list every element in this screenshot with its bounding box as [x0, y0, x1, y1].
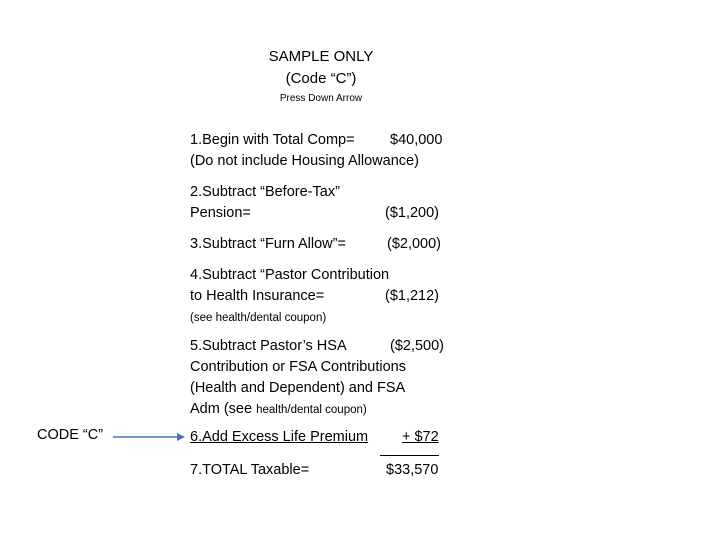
step-1 — [190, 130, 443, 172]
arrow-right-icon — [113, 431, 185, 443]
title-line-1: SAMPLE ONLY — [268, 48, 374, 65]
step-4 — [190, 265, 440, 329]
step-5-label-3: (Health and Dependent) and FSA — [190, 380, 406, 396]
step-4-label-2: to Health Insurance= — [190, 288, 325, 304]
step-5-label: 5.Subtract Pastor’s HSA — [190, 338, 347, 354]
step-1-note: (Do not include Housing Allowance) — [190, 153, 419, 169]
step-1-label: 1.Begin with Total Comp= — [190, 132, 355, 148]
step-5 — [190, 336, 445, 421]
step-7 — [190, 460, 439, 481]
code-c-label: CODE “C” — [37, 427, 104, 443]
step-3-value: ($2,000) — [387, 236, 442, 252]
step-7-value: $33,570 — [386, 462, 439, 478]
total-underline — [380, 455, 439, 456]
step-2-label-2: Pension= — [190, 205, 251, 221]
step-6 — [190, 427, 439, 448]
step-4-value: ($1,212) — [385, 288, 440, 304]
press-down-arrow-hint: Press Down Arrow — [279, 93, 363, 104]
step-5-label-4: Adm (see — [190, 401, 257, 417]
step-3 — [190, 234, 442, 255]
step-2-value: ($1,200) — [385, 205, 440, 221]
title-line-2: (Code “C”) — [285, 70, 357, 87]
step-6-value: + $72 — [402, 429, 439, 445]
step-6-label: 6.Add Excess Life Premium — [190, 429, 369, 445]
step-2 — [190, 182, 440, 224]
step-5-value: ($2,500) — [390, 338, 445, 354]
step-7-label: 7.TOTAL Taxable= — [190, 462, 310, 478]
step-4-note: (see health/dental coupon) — [190, 312, 327, 324]
step-5-label-2: Contribution or FSA Contributions — [190, 359, 406, 375]
step-3-label: 3.Subtract “Furn Allow”= — [190, 236, 346, 252]
step-5-note: health/dental coupon) — [256, 404, 367, 416]
step-2-label: 2.Subtract “Before-Tax” — [190, 184, 340, 200]
step-1-value: $40,000 — [390, 132, 443, 148]
step-4-label: 4.Subtract “Pastor Contribution — [190, 267, 390, 283]
